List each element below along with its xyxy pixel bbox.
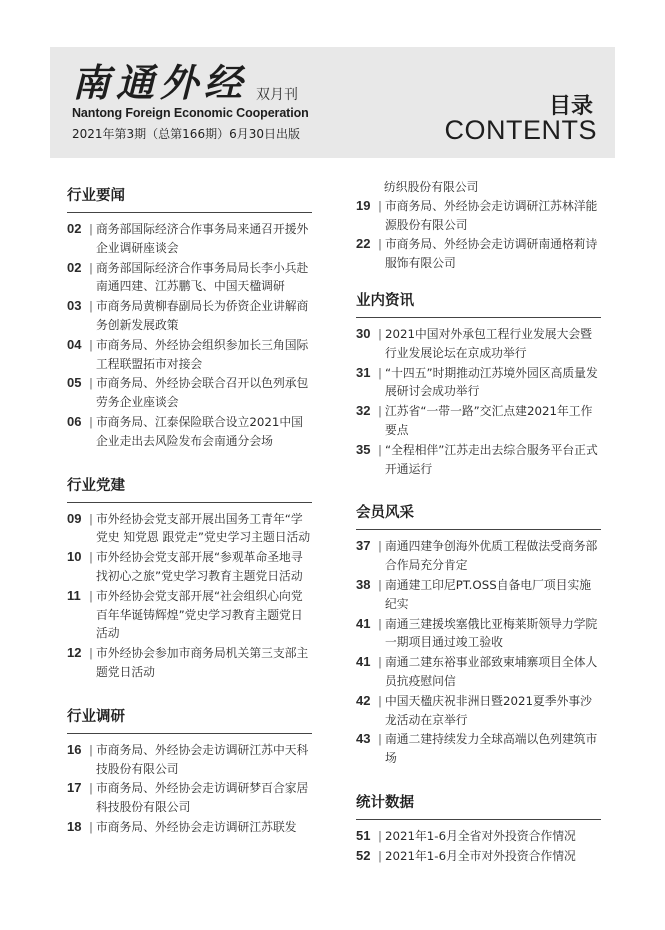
toc-separator: | xyxy=(89,550,93,565)
toc-separator: | xyxy=(89,337,93,352)
toc-entry[interactable] xyxy=(67,220,312,258)
toc-title-cn: 目录 xyxy=(548,94,593,119)
toc-entry[interactable] xyxy=(356,847,601,866)
toc-entry-title: 市商务局、外经协会走访调研梦百合家居科技股份有限公司 xyxy=(95,781,309,815)
toc-entry-page: 32 xyxy=(356,403,371,419)
toc-separator: | xyxy=(378,539,382,554)
toc-entry-continuation[interactable]: 纺织股份有限公司 xyxy=(384,180,479,194)
toc-entry[interactable] xyxy=(356,197,601,235)
toc-entry-title: 市外经协会党支部开展“社会组织心向党 百年华诞铸辉煌”党史学习教育主题党日活动 xyxy=(95,588,303,641)
toc-section-title: 行业要闻 xyxy=(67,178,312,213)
toc-entry[interactable] xyxy=(67,297,312,335)
toc-separator: | xyxy=(378,732,382,747)
toc-entry-title: 市商务局黄柳春副局长为侨资企业讲解商务创新发展政策 xyxy=(95,299,309,332)
toc-entry-title: “十四五”时期推动江苏境外园区高质量发展研讨会成功举行 xyxy=(384,365,598,399)
toc-entry[interactable] xyxy=(67,818,312,837)
toc-entry[interactable] xyxy=(67,336,312,374)
toc-entry[interactable] xyxy=(356,402,601,440)
toc-entry[interactable] xyxy=(67,413,312,451)
toc-entry-page: 52 xyxy=(356,847,371,863)
toc-entry[interactable] xyxy=(356,692,601,730)
toc-separator: | xyxy=(378,198,382,213)
toc-entry-page: 17 xyxy=(67,780,82,796)
toc-entry-page: 10 xyxy=(67,549,82,565)
toc-entry-title: 江苏省“一带一路”交汇点建2021年工作要点 xyxy=(384,404,593,437)
toc-entry-page: 42 xyxy=(356,692,371,708)
toc-entry-title: 市外经协会党支部开展“参观革命圣地寻找初心之旅”党史学习教育主题党日活动 xyxy=(95,550,303,583)
toc-separator: | xyxy=(89,260,93,275)
toc-entry[interactable] xyxy=(356,325,601,363)
toc-section-title: 会员风采 xyxy=(356,495,601,530)
toc-separator: | xyxy=(378,828,382,843)
magazine-logo-en: Nantong Foreign Economic Cooperation xyxy=(72,106,309,120)
toc-section xyxy=(67,468,312,682)
toc-entry-page: 35 xyxy=(356,441,371,457)
toc-section-title: 行业党建 xyxy=(67,468,312,503)
toc-separator: | xyxy=(89,376,93,391)
toc-sections-right xyxy=(356,283,601,866)
toc-entry-page: 02 xyxy=(67,221,82,236)
toc-section-title: 业内资讯 xyxy=(356,283,601,318)
toc-entry-title: 南通二建持续发力全球高端以色列建筑市场 xyxy=(384,732,598,766)
toc-separator: | xyxy=(378,848,382,863)
toc-separator: | xyxy=(378,365,382,380)
toc-entry-page: 38 xyxy=(356,576,371,592)
toc-separator: | xyxy=(89,222,93,236)
toc-entry-title: 市外经协会党支部开展出国务工青年“学党史 知党恩 跟党走”党史学习主题日活动 xyxy=(95,511,311,545)
toc-separator: | xyxy=(378,616,382,631)
toc-entry[interactable] xyxy=(356,576,601,614)
toc-entry-title: 市商务局、外经协会走访调研南通格莉诗服饰有限公司 xyxy=(384,237,598,271)
toc-separator: | xyxy=(89,819,93,834)
toc-entry-title: 南通四建争创海外优质工程做法受商务部合作局充分肯定 xyxy=(384,539,598,573)
toc-entry-page: 30 xyxy=(356,325,371,341)
toc-title-en: CONTENTS xyxy=(444,115,597,145)
magazine-logo-cn: 南通外经 xyxy=(72,60,249,105)
toc-entry[interactable] xyxy=(356,730,601,768)
toc-entry-page: 37 xyxy=(356,538,371,554)
toc-entry-page: 09 xyxy=(67,510,82,526)
toc-separator: | xyxy=(89,781,93,796)
toc-separator: | xyxy=(378,404,382,419)
toc-entry-page: 31 xyxy=(356,364,371,380)
toc-entry-title: 市外经协会参加市商务局机关第三支部主题党日活动 xyxy=(95,646,309,679)
toc-entry-page: 41 xyxy=(356,615,371,631)
toc-separator: | xyxy=(89,414,93,429)
toc-entry-page: 06 xyxy=(67,413,82,429)
toc-section xyxy=(67,699,312,837)
toc-separator: | xyxy=(378,442,382,457)
toc-entry-page: 12 xyxy=(67,645,82,661)
toc-column-right xyxy=(356,178,601,883)
toc-separator: | xyxy=(89,511,93,526)
toc-separator: | xyxy=(378,577,382,592)
toc-entry-page: 19 xyxy=(356,197,371,213)
toc-entry[interactable] xyxy=(356,441,601,479)
toc-entry[interactable] xyxy=(67,587,312,643)
toc-entry-page: 41 xyxy=(356,654,371,670)
toc-section xyxy=(356,283,601,478)
toc-entry-page: 16 xyxy=(67,741,82,757)
toc-entry-page: 43 xyxy=(356,731,371,747)
toc-entry-title: 市商务局、江泰保险联合设立2021中国企业走出去风险发布会南通分会场 xyxy=(95,414,303,448)
toc-entry-title: 市商务局、外经协会联合召开以色列承包劳务企业座谈会 xyxy=(95,376,309,410)
toc-column-left xyxy=(67,178,312,854)
toc-entry[interactable] xyxy=(356,653,601,691)
toc-section xyxy=(67,178,312,451)
toc-entry-title: 南通建工印尼PT.OSS自备电厂项目实施纪实 xyxy=(384,577,592,611)
toc-entry-page: 03 xyxy=(67,298,82,314)
toc-entry-page: 04 xyxy=(67,336,82,352)
toc-entry-title: 南通三建援埃塞俄比亚梅莱斯领导力学院一期项目通过竣工验收 xyxy=(384,616,598,650)
toc-entry-page: 51 xyxy=(356,827,371,843)
toc-entry-title: 商务部国际经济合作事务局来通召开援外企业调研座谈会 xyxy=(95,222,309,255)
toc-entry[interactable] xyxy=(67,510,312,548)
toc-entry-title: 市商务局、外经协会走访调研江苏联发 xyxy=(95,819,297,834)
toc-section-title: 行业调研 xyxy=(67,699,312,734)
publication-frequency: 双月刊 xyxy=(256,87,298,103)
toc-separator: | xyxy=(378,655,382,670)
toc-entry-title: 市商务局、外经协会走访调研江苏林洋能源股份有限公司 xyxy=(384,198,598,232)
toc-entry[interactable] xyxy=(67,374,312,412)
toc-separator: | xyxy=(89,742,93,757)
toc-entry-title: 南通二建东裕事业部致柬埔寨项目全体人员抗疫慰问信 xyxy=(384,655,598,688)
toc-entry[interactable] xyxy=(67,548,312,586)
toc-entry-page: 11 xyxy=(67,587,81,603)
toc-entry[interactable] xyxy=(356,364,601,402)
toc-entry-title: “全程相伴”江苏走出去综合服务平台正式开通运行 xyxy=(384,442,598,476)
toc-separator: | xyxy=(378,237,382,252)
toc-separator: | xyxy=(89,299,93,314)
toc-entry[interactable] xyxy=(356,537,601,575)
toc-entry[interactable] xyxy=(67,644,312,682)
toc-section-title: 统计数据 xyxy=(356,785,601,820)
toc-separator: | xyxy=(89,646,93,661)
toc-entry[interactable] xyxy=(67,779,312,817)
toc-entry-title: 2021年1-6月全市对外投资合作情况 xyxy=(384,848,576,863)
toc-section xyxy=(356,785,601,866)
toc-entry[interactable] xyxy=(356,827,601,846)
toc-entry-title: 2021中国对外承包工程行业发展大会暨行业发展论坛在京成功举行 xyxy=(384,326,592,360)
toc-entry-title: 商务部国际经济合作事务局局长李小兵赴南通四建、江苏鹏飞、中国天楹调研 xyxy=(95,260,309,294)
toc-section xyxy=(356,495,601,768)
toc-entry-page: 18 xyxy=(67,818,82,834)
toc-separator: | xyxy=(89,588,93,603)
issue-info: 2021年第3期（总第166期）6月30日出版 xyxy=(72,127,300,141)
toc-entry-page: 05 xyxy=(67,375,82,391)
magazine-header xyxy=(50,47,615,158)
toc-entry-title: 市商务局、外经协会走访调研江苏中天科技股份有限公司 xyxy=(95,742,309,776)
toc-entry[interactable] xyxy=(356,235,601,273)
toc-entry-title: 中国天楹庆祝非洲日暨2021夏季外事沙龙活动在京举行 xyxy=(384,693,592,727)
toc-entry-title: 市商务局、外经协会组织参加长三角国际工程联盟拓市对接会 xyxy=(95,337,309,371)
toc-entries-continued xyxy=(356,197,601,273)
toc-entry[interactable] xyxy=(67,259,312,297)
toc-entry[interactable] xyxy=(67,741,312,779)
toc-entry-page: 22 xyxy=(356,236,371,252)
toc-entry-title: 2021年1-6月全省对外投资合作情况 xyxy=(384,828,576,843)
toc-separator: | xyxy=(378,326,382,341)
toc-entry[interactable] xyxy=(356,615,601,653)
toc-entry-page: 02 xyxy=(67,259,82,275)
toc-separator: | xyxy=(378,693,382,708)
